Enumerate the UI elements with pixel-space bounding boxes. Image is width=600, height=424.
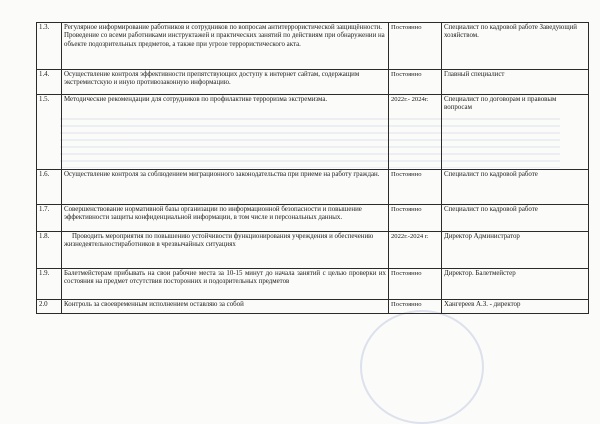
activity-cell: Контроль за своевременным исполнением оставляю за собой (62, 300, 389, 314)
term-cell: Постоянно (389, 300, 442, 314)
table-row (37, 300, 589, 314)
responsible-cell: Специалист по кадровой работе (442, 170, 589, 205)
activity-cell: Совершенствование нормативной базы организации по информационной безопасности и повышение эффективности защиты конфиденциальной информации, в том числе и персональных данных. (62, 205, 389, 232)
table-row (37, 23, 589, 70)
row-number: 2.0 (37, 300, 62, 314)
row-number: 1.3. (37, 23, 62, 70)
responsible-cell: Специалист по договорам и правовым вопросам (442, 95, 589, 170)
table-row (37, 232, 589, 269)
row-number: 1.9. (37, 269, 62, 300)
plan-table (36, 22, 589, 314)
responsible-cell: Директор. Балетмейстер (442, 269, 589, 300)
term-cell: 2022г.-2024 г. (389, 232, 442, 269)
term-cell: Постоянно (389, 205, 442, 232)
stamp-seal (360, 310, 484, 424)
activity-cell: Проводить мероприятия по повышению устойчивости функционирования учреждения и обеспечению жизнедеятельностиработников в чрезвычайных ситуациях (62, 232, 389, 269)
activity-cell: Балетмейстерам прибывать на свои рабочие места за 10-15 минут до начала занятий с целью проверки их состояния на предмет отсутствия посторонних и подозрительных предметов (62, 269, 389, 300)
row-number: 1.5. (37, 95, 62, 170)
table-row (37, 70, 589, 95)
activity-cell: Методические рекомендации для сотрудников по профилактике терроризма экстремизма. (62, 95, 389, 170)
row-number: 1.8. (37, 232, 62, 269)
term-cell: Постоянно (389, 70, 442, 95)
responsible-cell: Специалист по кадровой работе (442, 205, 589, 232)
row-number: 1.4. (37, 70, 62, 95)
responsible-cell: Хангереев А.З. - директор (442, 300, 589, 314)
table-row (37, 269, 589, 300)
term-cell: Постоянно (389, 269, 442, 300)
row-number: 1.7. (37, 205, 62, 232)
activity-cell: Осуществление контроля за соблюдением миграционного законодательства при приеме на работу граждан. (62, 170, 389, 205)
responsible-cell: Директор Администратор (442, 232, 589, 269)
term-cell: 2022г.- 2024г. (389, 95, 442, 170)
table-row (37, 95, 589, 170)
term-cell: Постоянно (389, 23, 442, 70)
table-row (37, 205, 589, 232)
responsible-cell: Главный специалист (442, 70, 589, 95)
row-number: 1.6. (37, 170, 62, 205)
term-cell: Постоянно (389, 170, 442, 205)
table-row (37, 170, 589, 205)
activity-cell: Регулярное информирование работников и сотрудников по вопросам антитеррористической защищённости. Проведение со всеми работниками инструктажей и практических занятий по действиям при обнаружении на объекте подозрительных предметов, а также при угрозе террористического акта. (62, 23, 389, 70)
activity-cell: Осуществление контроля эффективности препятствующих доступу к интернет сайтам, содержащим экстремистскую и иную противозаконную информацию. (62, 70, 389, 95)
responsible-cell: Специалист по кадровой работе Заведующий хозяйством. (442, 23, 589, 70)
